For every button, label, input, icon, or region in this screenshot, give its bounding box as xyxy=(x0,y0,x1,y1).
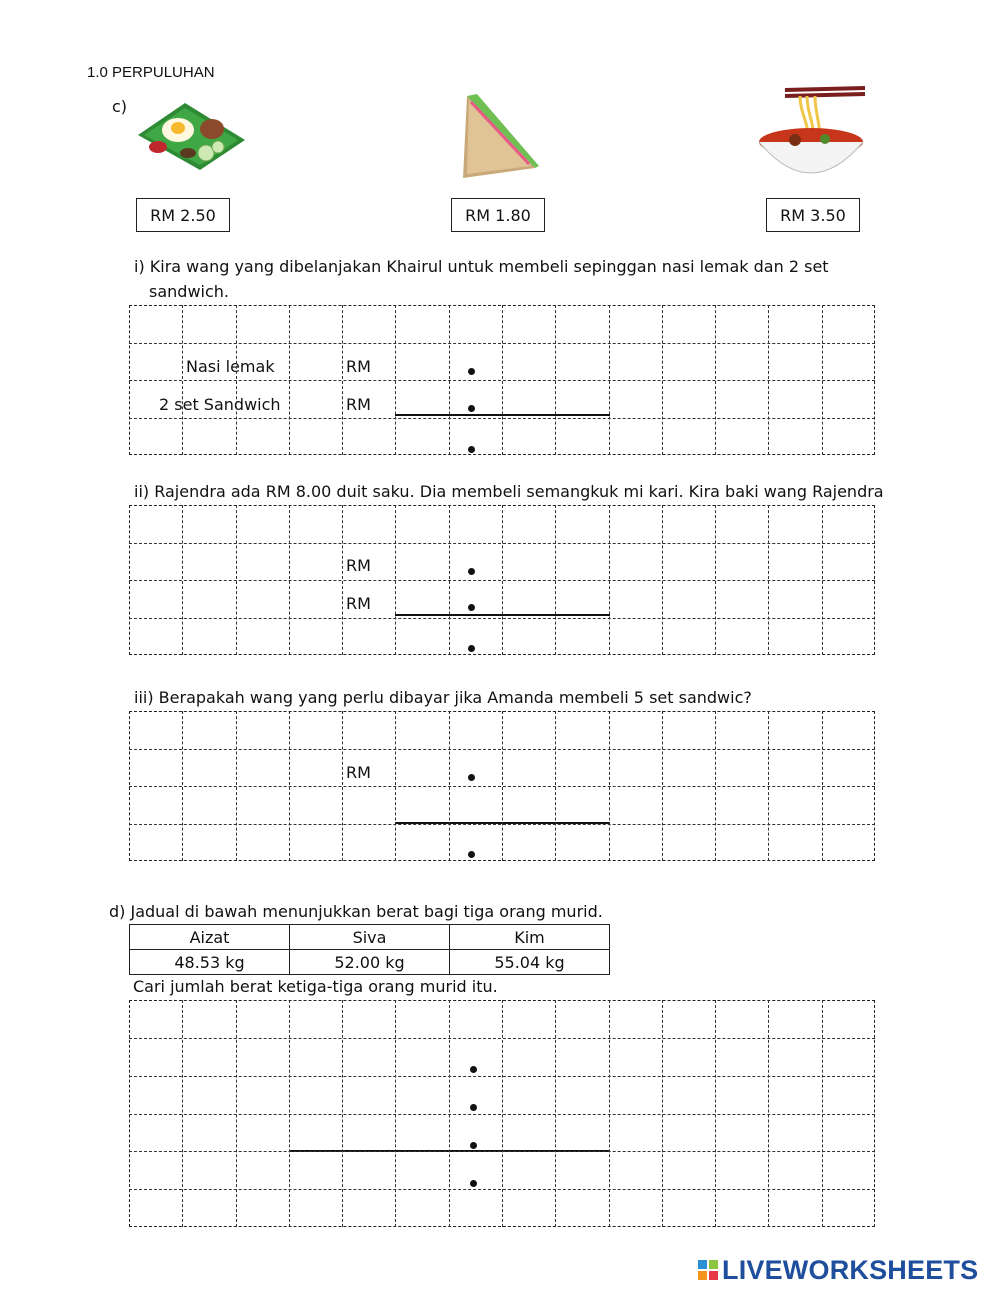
table-header-cell: Kim xyxy=(450,925,610,950)
grid-line xyxy=(129,580,875,581)
table-header-cell: Aizat xyxy=(130,925,290,950)
logo-text: LIVEWORKSHEETS xyxy=(722,1254,979,1285)
price-mi-kari: RM 3.50 xyxy=(766,198,860,232)
decimal-point xyxy=(470,1104,477,1111)
part-d-text: d) Jadual di bawah menunjukkan berat bagi tiga orang murid. xyxy=(109,902,603,921)
decimal-point xyxy=(468,568,475,575)
grid-line xyxy=(129,1114,875,1115)
table-cell: 48.53 kg xyxy=(130,950,290,975)
decimal-point xyxy=(468,645,475,652)
decimal-point xyxy=(470,1142,477,1149)
liveworksheets-logo[interactable] xyxy=(698,1254,978,1286)
decimal-point xyxy=(470,1180,477,1187)
grid-line xyxy=(129,749,875,750)
grid-line xyxy=(129,380,875,381)
part-c-label: c) xyxy=(112,97,128,116)
grid-line xyxy=(129,543,875,544)
weight-table xyxy=(129,924,610,975)
grid-line xyxy=(129,1189,875,1190)
logo-mark-icon xyxy=(698,1260,718,1280)
table-cell: 52.00 kg xyxy=(290,950,450,975)
grid-line xyxy=(129,418,875,419)
nasi-lemak-icon xyxy=(130,95,250,170)
rm-label: RM xyxy=(346,594,371,613)
question-3-text: iii) Berapakah wang yang perlu dibayar jika Amanda membeli 5 set sandwic? xyxy=(134,688,752,707)
decimal-point xyxy=(468,604,475,611)
question-1-text-cont: sandwich. xyxy=(149,282,229,301)
grid-line xyxy=(129,824,875,825)
rm-label: RM xyxy=(346,556,371,575)
question-2-text: ii) Rajendra ada RM 8.00 duit saku. Dia membeli semangkuk mi kari. Kira baki wang Rajendra xyxy=(134,482,884,501)
table-header-cell: Siva xyxy=(290,925,450,950)
table-header-row xyxy=(130,925,610,950)
row-label-nasi-lemak: Nasi lemak xyxy=(186,357,275,376)
grid-line xyxy=(129,1076,875,1077)
question-1-text: i) Kira wang yang dibelanjakan Khairul untuk membeli sepinggan nasi lemak dan 2 set xyxy=(134,257,829,276)
row-label-sandwich: 2 set Sandwich xyxy=(159,395,281,414)
rm-label: RM xyxy=(346,763,371,782)
grid-line xyxy=(129,1151,875,1152)
section-title: 1.0 PERPULUHAN xyxy=(87,64,215,81)
table-row xyxy=(130,950,610,975)
decimal-point xyxy=(468,446,475,453)
grid-line xyxy=(129,618,875,619)
price-nasi-lemak: RM 2.50 xyxy=(136,198,230,232)
decimal-point xyxy=(468,774,475,781)
grid-line xyxy=(129,786,875,787)
price-sandwich: RM 1.80 xyxy=(451,198,545,232)
rm-label: RM xyxy=(346,395,371,414)
decimal-point xyxy=(470,1066,477,1073)
table-cell: 55.04 kg xyxy=(450,950,610,975)
sandwich-icon xyxy=(455,86,540,181)
grid-line xyxy=(129,343,875,344)
part-d-question: Cari jumlah berat ketiga-tiga orang murid itu. xyxy=(133,977,498,996)
grid-line xyxy=(129,1038,875,1039)
decimal-point xyxy=(468,405,475,412)
noodle-bowl-icon xyxy=(755,84,867,182)
rm-label: RM xyxy=(346,357,371,376)
decimal-point xyxy=(468,851,475,858)
decimal-point xyxy=(468,368,475,375)
